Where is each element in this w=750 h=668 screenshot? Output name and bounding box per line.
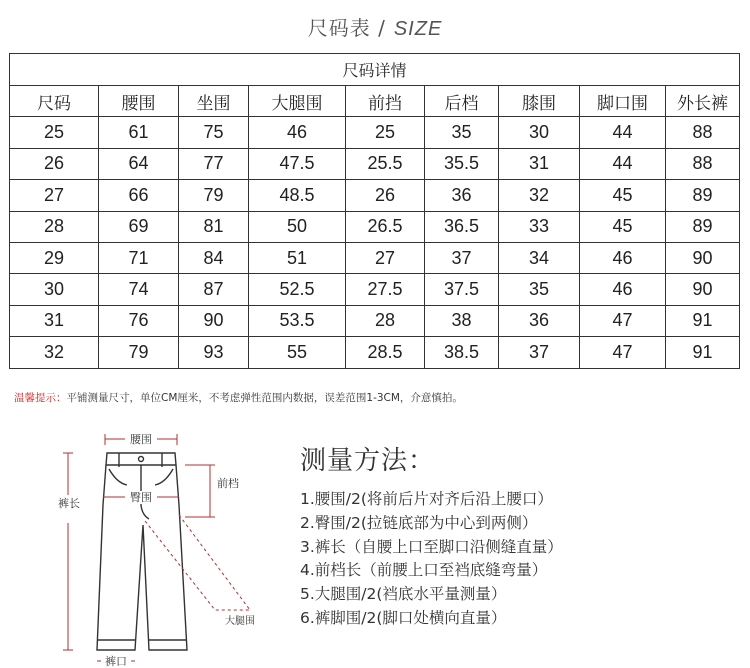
table-cell: 90 [666, 242, 740, 273]
table-cell: 47 [580, 337, 666, 368]
table-cell: 88 [666, 117, 740, 148]
table-cell: 84 [179, 242, 249, 273]
method-item: 6.裤脚围/2(脚口处横向直量） [300, 608, 507, 627]
table-cell: 32 [10, 337, 99, 368]
table-cell: 28.5 [346, 337, 425, 368]
table-cell: 66 [99, 180, 179, 211]
table-row [10, 180, 740, 211]
col-header: 后档 [425, 86, 499, 117]
table-row [10, 117, 740, 148]
table-cell: 48.5 [249, 180, 346, 211]
col-header: 坐围 [179, 86, 249, 117]
table-cell: 46 [580, 242, 666, 273]
table-cell: 88 [666, 148, 740, 179]
tip-label: 温馨提示： [14, 392, 67, 404]
method-item: 2.臀围/2(拉链底部为中心到两侧） [300, 513, 538, 532]
table-cell: 27 [346, 242, 425, 273]
diagram-label-front-rise: 前档 [217, 477, 239, 490]
table-cell: 55 [249, 337, 346, 368]
table-cell: 91 [666, 337, 740, 368]
table-cell: 79 [99, 337, 179, 368]
col-header: 大腿围 [249, 86, 346, 117]
diagram-label-thigh: 大腿围 [225, 616, 255, 627]
method-title: 测量方法： [300, 446, 436, 476]
table-cell: 79 [179, 180, 249, 211]
table-cell: 90 [179, 305, 249, 336]
table-cell: 46 [580, 274, 666, 305]
table-cell: 31 [499, 148, 580, 179]
page-title [0, 12, 750, 41]
table-cell: 61 [99, 117, 179, 148]
col-header: 膝围 [499, 86, 580, 117]
table-row [10, 148, 740, 179]
table-cell: 27 [10, 180, 99, 211]
table-cell: 91 [666, 305, 740, 336]
table-cell: 76 [99, 305, 179, 336]
table-caption: 尺码详情 [10, 54, 740, 86]
table-cell: 33 [499, 211, 580, 242]
table-cell: 35 [425, 117, 499, 148]
method-item: 5.大腿围/2(裆底水平量测量） [300, 585, 507, 604]
table-row [10, 274, 740, 305]
table-cell: 32 [499, 180, 580, 211]
table-cell: 50 [249, 211, 346, 242]
size-table [9, 53, 740, 369]
diagram-label-length: 裤长 [58, 497, 80, 510]
diagram-label-waist: 腰围 [130, 433, 152, 446]
method-list [300, 488, 563, 631]
table-cell: 36 [425, 180, 499, 211]
table-cell: 51 [249, 242, 346, 273]
table-cell: 35.5 [425, 148, 499, 179]
table-cell: 77 [179, 148, 249, 179]
title-zh: 尺码表 / [307, 16, 386, 40]
table-cell: 28 [10, 211, 99, 242]
table-cell: 26.5 [346, 211, 425, 242]
diagram-label-hip: 臀围 [130, 491, 152, 504]
table-cell: 26 [10, 148, 99, 179]
table-body [10, 117, 740, 368]
measurement-tip [14, 390, 463, 405]
table-cell: 90 [666, 274, 740, 305]
col-header: 外长裤 [666, 86, 740, 117]
table-cell: 26 [346, 180, 425, 211]
table-cell: 75 [179, 117, 249, 148]
table-cell: 93 [179, 337, 249, 368]
table-cell: 25 [10, 117, 99, 148]
table-cell: 37 [499, 337, 580, 368]
table-row [10, 305, 740, 336]
tip-text: 平铺测量尺寸，单位CM厘米，不考虑弹性范围内数据，误差范围1-3CM，介意慎拍。 [66, 392, 463, 404]
table-row [10, 211, 740, 242]
method-item: 1.腰围/2(将前后片对齐后沿上腰口） [300, 490, 553, 508]
table-cell: 44 [580, 148, 666, 179]
table-cell: 31 [10, 305, 99, 336]
table-cell: 36.5 [425, 211, 499, 242]
table-cell: 47.5 [249, 148, 346, 179]
table-cell: 74 [99, 274, 179, 305]
pants-diagram [45, 425, 290, 668]
table-cell: 30 [10, 274, 99, 305]
table-cell: 46 [249, 117, 346, 148]
table-cell: 28 [346, 305, 425, 336]
table-cell: 37 [425, 242, 499, 273]
table-row [10, 337, 740, 368]
method-item: 3.裤长（自腰上口至脚口沿侧缝直量） [300, 537, 563, 556]
col-header: 尺码 [10, 86, 99, 117]
table-cell: 45 [580, 180, 666, 211]
table-cell: 37.5 [425, 274, 499, 305]
table-cell: 87 [179, 274, 249, 305]
table-cell: 27.5 [346, 274, 425, 305]
table-cell: 30 [499, 117, 580, 148]
table-cell: 71 [99, 242, 179, 273]
table-cell: 36 [499, 305, 580, 336]
table-cell: 64 [99, 148, 179, 179]
table-cell: 34 [499, 242, 580, 273]
table-cell: 44 [580, 117, 666, 148]
title-en: SIZE [393, 18, 443, 40]
table-cell: 89 [666, 211, 740, 242]
method-item: 4.前档长（前腰上口至裆底缝弯量） [300, 561, 548, 580]
table-cell: 89 [666, 180, 740, 211]
table-cell: 52.5 [249, 274, 346, 305]
table-cell: 35 [499, 274, 580, 305]
table-cell: 45 [580, 211, 666, 242]
col-header: 前挡 [346, 86, 425, 117]
header-row [10, 86, 740, 117]
table-cell: 69 [99, 211, 179, 242]
table-row [10, 242, 740, 273]
col-header: 脚口围 [580, 86, 666, 117]
table-cell: 38.5 [425, 337, 499, 368]
col-header: 腰围 [99, 86, 179, 117]
table-cell: 81 [179, 211, 249, 242]
table-cell: 38 [425, 305, 499, 336]
table-cell: 29 [10, 242, 99, 273]
table-cell: 25 [346, 117, 425, 148]
table-cell: 47 [580, 305, 666, 336]
table-cell: 53.5 [249, 305, 346, 336]
diagram-label-hem: 裤口 [105, 655, 127, 668]
table-cell: 25.5 [346, 148, 425, 179]
